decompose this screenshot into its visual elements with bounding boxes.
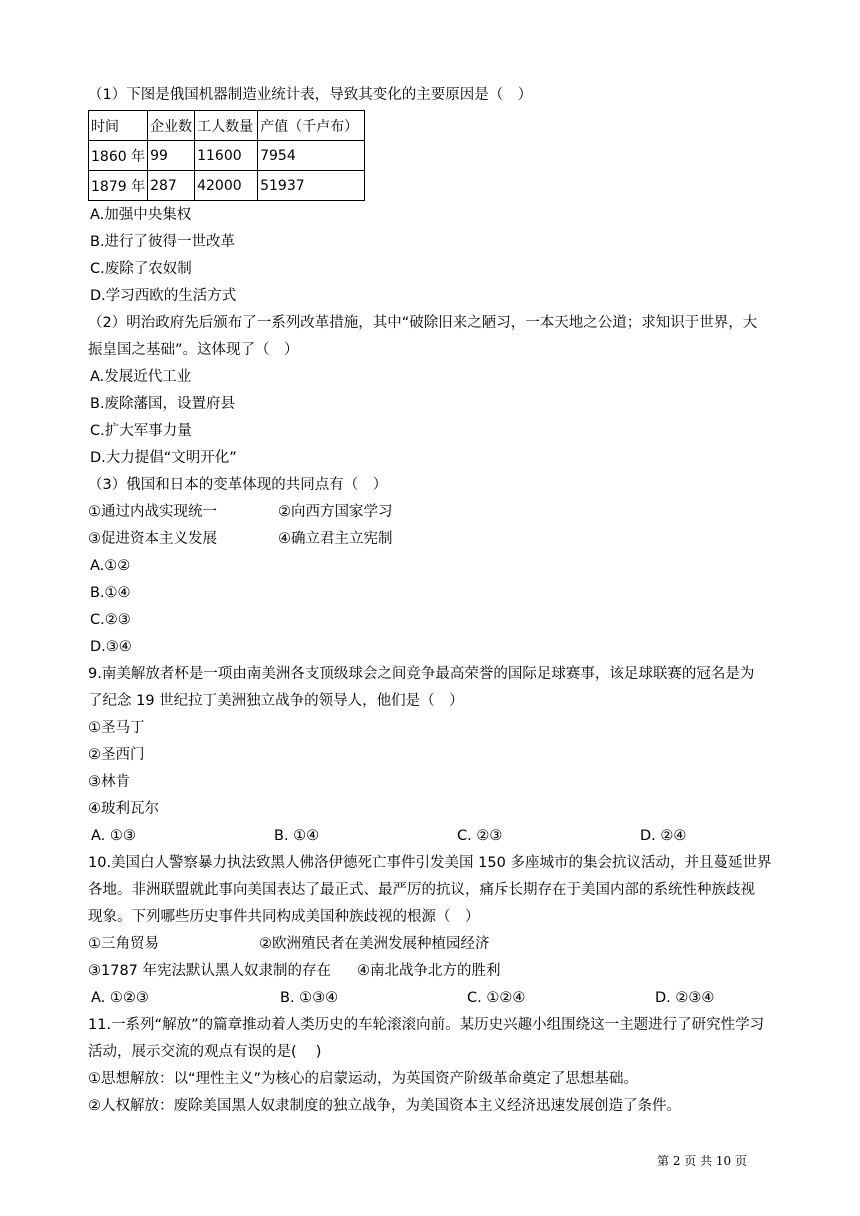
- answer-option[interactable]: D. ②③④: [655, 990, 715, 1006]
- q8-sub2-stem: （2）明治政府先后颁布了一系列改革措施，其中“破除旧来之陋习，一本天地之公道；求知识于世界，大: [88, 315, 758, 331]
- statement-item: ①通过内战实现统一: [88, 504, 217, 520]
- answer-option[interactable]: A.①②: [90, 558, 131, 574]
- statement-item: ④南北战争北方的胜利: [357, 963, 501, 979]
- answer-option[interactable]: C. ②③: [457, 828, 503, 844]
- table-cell: 11600: [195, 141, 258, 171]
- q9-stem: 9.南美解放者杯是一项由南美洲各支顶级球会之间竞争最高荣誉的国际足球赛事，该足球联赛的冠名是为: [88, 666, 755, 682]
- answer-option[interactable]: C.②③: [90, 612, 131, 628]
- answer-option[interactable]: B. ①③④: [280, 990, 339, 1006]
- q11-stem: 11.一系列“解放”的篇章推动着人类历史的车轮滚滚向前。某历史兴趣小组围绕这一主题进行了研究性学习: [88, 1017, 765, 1033]
- table-header-cell: 工人数量: [195, 111, 258, 141]
- table-header-cell: 时间: [89, 111, 148, 141]
- table-row: [89, 171, 365, 201]
- statement-item: ②圣西门: [88, 747, 145, 763]
- table-header-cell: 产值（千卢布）: [258, 111, 365, 141]
- answer-option[interactable]: A. ①②③: [91, 990, 149, 1006]
- machine-industry-table: [88, 110, 365, 201]
- answer-option[interactable]: C.扩大军事力量: [90, 423, 192, 439]
- answer-option[interactable]: B.进行了彼得一世改革: [90, 234, 236, 250]
- answer-option[interactable]: A.发展近代工业: [90, 369, 192, 385]
- table-cell: 287: [148, 171, 195, 201]
- answer-option[interactable]: C.废除了农奴制: [90, 261, 192, 277]
- statement-item: ③促进资本主义发展: [88, 531, 217, 547]
- answer-option[interactable]: B.废除藩国，设置府县: [90, 396, 236, 412]
- q11-stem-cont: 活动，展示交流的观点有误的是( ): [88, 1044, 322, 1060]
- table-cell: 42000: [195, 171, 258, 201]
- statement-item: ②欧洲殖民者在美洲发展种植园经济: [259, 936, 490, 952]
- statement-item: ①三角贸易: [88, 936, 159, 952]
- table-cell: 99: [148, 141, 195, 171]
- table-cell: 1860 年: [89, 141, 148, 171]
- table-header-cell: 企业数: [148, 111, 195, 141]
- statement-item: ④玻利瓦尔: [88, 801, 159, 817]
- answer-option[interactable]: D. ②④: [640, 828, 687, 844]
- table-cell: 1879 年: [89, 171, 148, 201]
- statement-item: ②向西方国家学习: [278, 504, 393, 520]
- q8-sub1-stem: （1）下图是俄国机器制造业统计表，导致其变化的主要原因是（ ）: [88, 87, 533, 103]
- q8-sub3-stem: （3）俄国和日本的变革体现的共同点有（ ）: [88, 477, 388, 493]
- answer-option[interactable]: A. ①③: [91, 828, 136, 844]
- statement-item: ①思想解放：以“理性主义”为核心的启蒙运动，为英国资产阶级革命奠定了思想基础。: [88, 1071, 639, 1087]
- answer-option[interactable]: D.学习西欧的生活方式: [90, 288, 237, 304]
- q10-stem-cont: 现象。下列哪些历史事件共同构成美国种族歧视的根源（ ）: [88, 909, 480, 925]
- q10-stem-cont: 各地。非洲联盟就此事向美国表达了最正式、最严厉的抗议，痛斥长期存在于美国内部的系统性种族歧视: [88, 882, 755, 898]
- table-header-row: [89, 111, 365, 141]
- statement-item: ③林肯: [88, 774, 130, 790]
- table-cell: 7954: [258, 141, 365, 171]
- table-row: [89, 141, 365, 171]
- answer-option[interactable]: D.大力提倡“文明开化”: [90, 450, 237, 466]
- q10-stem: 10.美国白人警察暴力执法致黑人佛洛伊德死亡事件引发美国 150 多座城市的集会抗议活动，并且蔓延世界: [88, 855, 772, 871]
- q9-stem-cont: 了纪念 19 世纪拉丁美洲独立战争的领导人，他们是（ ）: [88, 693, 464, 709]
- answer-option[interactable]: C. ①②④: [467, 990, 526, 1006]
- q8-sub2-stem-cont: 振皇国之基础”。这体现了（ ）: [88, 342, 299, 358]
- statement-item: ①圣马丁: [88, 720, 145, 736]
- page-number: 第 2 页 共 10 页: [657, 1154, 747, 1168]
- answer-option[interactable]: B. ①④: [274, 828, 320, 844]
- answer-option[interactable]: A.加强中央集权: [90, 207, 192, 223]
- statement-item: ③1787 年宪法默认黑人奴隶制的存在: [88, 963, 332, 979]
- statement-item: ②人权解放：废除美国黑人奴隶制度的独立战争，为美国资本主义经济迅速发展创造了条件。: [88, 1098, 681, 1114]
- statement-item: ④确立君主立宪制: [278, 531, 393, 547]
- answer-option[interactable]: B.①④: [90, 585, 131, 601]
- table-cell: 51937: [258, 171, 365, 201]
- answer-option[interactable]: D.③④: [90, 639, 132, 655]
